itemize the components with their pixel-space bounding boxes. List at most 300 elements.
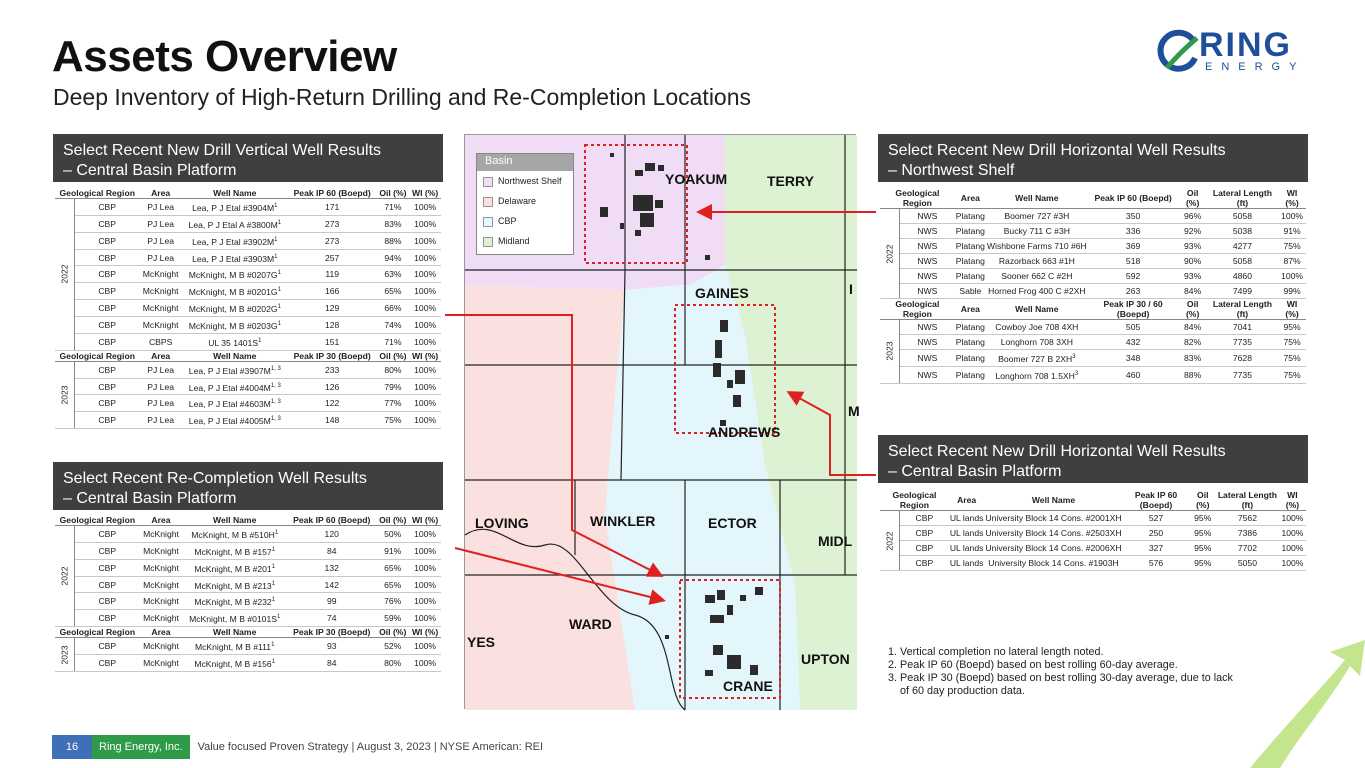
table-row xyxy=(880,556,1306,571)
cell-value: 50% xyxy=(376,526,409,543)
cell-value: 59% xyxy=(376,610,409,627)
footnote-ref: 1 xyxy=(277,219,282,226)
table-row xyxy=(880,526,1306,541)
county-label: WINKLER xyxy=(590,513,656,529)
table-header-row xyxy=(880,188,1306,209)
column-header: Area xyxy=(140,515,183,526)
cell-well-name xyxy=(986,209,1088,224)
cell-value: 527 xyxy=(1123,511,1190,526)
well-name-text: McKnight, M B #0101S xyxy=(189,614,277,625)
column-header: Well Name xyxy=(182,515,287,526)
column-header: Well Name xyxy=(986,299,1088,320)
column-header: Geological Region xyxy=(55,515,140,526)
column-header: Oil (%) xyxy=(1178,188,1206,209)
table-row xyxy=(55,361,441,378)
cell-value: 100% xyxy=(409,215,441,232)
cell-well-name xyxy=(182,593,287,610)
cell-value: 100% xyxy=(409,317,441,334)
column-header: Peak IP 30 / 60 (Boepd) xyxy=(1088,299,1179,320)
footnote-ref: 1 xyxy=(276,614,281,621)
cell-value: 100% xyxy=(1279,541,1306,556)
cell-area: McKnight xyxy=(139,266,181,283)
cell-area: Platang xyxy=(955,335,986,350)
year-label xyxy=(880,209,899,299)
cell-value: 75% xyxy=(1278,335,1306,350)
column-header: WI (%) xyxy=(409,350,441,361)
footnote-item: 1. Vertical completion no lateral length noted. xyxy=(900,646,1240,659)
cell-value: 100% xyxy=(1278,269,1306,284)
cell-value: 100% xyxy=(409,249,441,266)
cell-well-name xyxy=(986,284,1088,299)
cell-value: 100% xyxy=(409,526,441,543)
column-header: Geological Region xyxy=(880,188,955,209)
footnote-ref: 1 xyxy=(271,546,276,553)
well-name-text: McKnight, M B #156 xyxy=(194,658,272,669)
cell-value: 432 xyxy=(1088,335,1179,350)
cell-value: 71% xyxy=(377,333,410,350)
cell-value: 100% xyxy=(409,559,441,576)
cell-region: CBP xyxy=(74,249,139,266)
well-name-text: University Block 14 Cons. #1903H xyxy=(988,558,1119,568)
cell-value: 75% xyxy=(1278,350,1306,367)
legend-title: Basin xyxy=(477,154,573,171)
cell-value: 95% xyxy=(1190,556,1216,571)
cell-value: 100% xyxy=(409,610,441,627)
horizontal-nws-header xyxy=(878,134,1308,182)
table-row xyxy=(880,366,1306,383)
ring-energy-logo xyxy=(1153,28,1318,78)
cell-value: 148 xyxy=(288,412,377,429)
table-row xyxy=(55,526,441,543)
column-header: Oil (%) xyxy=(376,627,409,638)
year-label xyxy=(55,638,74,672)
cell-value: 592 xyxy=(1088,269,1179,284)
cell-region: NWS xyxy=(899,254,954,269)
cell-value: 96% xyxy=(1178,209,1206,224)
cell-well-name xyxy=(182,232,288,249)
cell-area: McKnight xyxy=(140,559,183,576)
well-name-text: Razorback 663 #1H xyxy=(998,256,1075,266)
table-row xyxy=(55,593,441,610)
cell-value: 100% xyxy=(1279,511,1306,526)
well-name-text: Lea, P J Etal #3907M xyxy=(188,365,271,376)
footnote-ref: 1 xyxy=(277,321,281,328)
cell-region: CBP xyxy=(74,361,139,378)
cell-well-name xyxy=(986,320,1088,335)
cell-value: 74% xyxy=(377,317,410,334)
cell-well-name xyxy=(182,249,288,266)
cell-area: Platang xyxy=(955,254,986,269)
column-header: Peak IP 30 (Boepd) xyxy=(287,627,376,638)
horizontal-cbp-header xyxy=(878,435,1308,483)
county-label: WARD xyxy=(569,616,612,632)
column-header: Well Name xyxy=(182,350,288,361)
cell-area: PJ Lea xyxy=(139,395,181,412)
cell-area: UL lands xyxy=(949,511,985,526)
year-text: 2023 xyxy=(59,645,70,664)
cell-value: 129 xyxy=(288,300,377,317)
page-subtitle: Deep Inventory of High-Return Drilling and Re-Completion Locations xyxy=(53,84,752,110)
cell-value: 100% xyxy=(409,593,441,610)
header-line-2: – Northwest Shelf xyxy=(888,162,1015,179)
cell-value: 120 xyxy=(287,526,376,543)
column-header: WI (%) xyxy=(409,515,441,526)
county-label: GAINES xyxy=(695,285,749,301)
table-row xyxy=(55,300,441,317)
cell-well-name xyxy=(182,638,287,655)
cell-well-name xyxy=(182,300,288,317)
year-label xyxy=(55,361,74,428)
year-text: 2022 xyxy=(59,264,70,284)
cell-value: 4860 xyxy=(1207,269,1278,284)
cell-area: McKnight xyxy=(140,610,183,627)
cell-value: 99 xyxy=(287,593,376,610)
cell-region: CBP xyxy=(74,283,139,300)
county-label: MIDL xyxy=(818,533,853,549)
cell-value: 82% xyxy=(1178,335,1206,350)
footer xyxy=(52,735,543,759)
table-row xyxy=(55,249,441,266)
cell-value: 79% xyxy=(377,378,410,395)
column-header: Oil (%) xyxy=(377,350,410,361)
logo-subword: ENERGY xyxy=(1205,61,1306,73)
cell-area: CBPS xyxy=(139,333,181,350)
cell-region: CBP xyxy=(74,378,139,395)
table-row xyxy=(880,350,1306,367)
table-row xyxy=(55,333,441,350)
cell-area: PJ Lea xyxy=(139,378,181,395)
cell-well-name xyxy=(182,378,288,395)
header-line-1: Select Recent New Drill Vertical Well Results xyxy=(63,142,382,159)
county-label: M xyxy=(848,403,860,419)
cell-value: 71% xyxy=(377,199,410,216)
cell-value: 84 xyxy=(287,655,376,672)
cell-value: 100% xyxy=(409,542,441,559)
cell-value: 100% xyxy=(409,283,441,300)
column-header: Well Name xyxy=(182,188,288,199)
table-row xyxy=(55,378,441,395)
footnote-ref: 1 xyxy=(271,580,276,587)
well-name-text: University Block 14 Cons. #2503XH xyxy=(985,528,1122,538)
table-header-row xyxy=(55,627,441,638)
cell-value: 100% xyxy=(409,199,441,216)
footnote-ref: 1 xyxy=(277,270,281,277)
page-number: 16 xyxy=(52,735,92,759)
cell-value: 7499 xyxy=(1207,284,1278,299)
cell-area: Platang xyxy=(955,320,986,335)
well-name-text: Lea, P J Etal A #3800M xyxy=(188,219,278,230)
footnote-ref: 1 xyxy=(274,530,279,536)
cell-value: 100% xyxy=(1279,526,1306,541)
recompletion-results-header xyxy=(53,462,443,510)
well-name-text: McKnight, M B #157 xyxy=(194,546,272,557)
cell-value: 76% xyxy=(376,593,409,610)
cell-well-name xyxy=(182,333,288,350)
table-row xyxy=(55,395,441,412)
cell-well-name xyxy=(986,366,1088,383)
cell-well-name xyxy=(986,269,1088,284)
cell-value: 100% xyxy=(409,395,441,412)
well-name-text: McKnight, M B #510H xyxy=(191,529,275,540)
cell-well-name xyxy=(984,511,1122,526)
cell-region: NWS xyxy=(899,269,954,284)
header-line-1: Select Recent New Drill Horizontal Well Results xyxy=(888,443,1226,460)
cell-area: UL lands xyxy=(949,556,985,571)
cell-area: McKnight xyxy=(140,542,183,559)
cell-value: 100% xyxy=(1278,209,1306,224)
county-label: I xyxy=(849,281,853,297)
column-header: Oil (%) xyxy=(1190,490,1216,511)
cell-area: Platang xyxy=(955,224,986,239)
cell-area: McKnight xyxy=(139,317,181,334)
table-row xyxy=(880,284,1306,299)
cell-well-name xyxy=(182,266,288,283)
vertical-results-table xyxy=(55,188,441,429)
well-name-text: McKnight, M B #0202G xyxy=(188,304,278,315)
header-line-1: Select Recent New Drill Horizontal Well Results xyxy=(888,142,1226,159)
cell-area: Platang xyxy=(955,350,986,367)
cell-value: 75% xyxy=(1278,366,1306,383)
cell-region: CBP xyxy=(899,511,948,526)
column-header: Area xyxy=(139,350,181,361)
cell-value: 95% xyxy=(1190,541,1216,556)
column-header: Area xyxy=(139,188,181,199)
column-header: Area xyxy=(955,299,986,320)
cell-value: 166 xyxy=(288,283,377,300)
cell-value: 119 xyxy=(288,266,377,283)
well-name-text: Cowboy Joe 708 4XH xyxy=(995,322,1079,332)
cell-value: 576 xyxy=(1123,556,1190,571)
header-line-2: – Central Basin Platform xyxy=(888,463,1062,480)
year-text: 2022 xyxy=(884,244,895,263)
cell-value: 95% xyxy=(1190,511,1216,526)
footnote-ref: 1 xyxy=(271,597,276,604)
cell-value: 65% xyxy=(376,559,409,576)
well-name-text: Lea, P J Etal #4603M xyxy=(188,399,271,410)
table-row xyxy=(55,215,441,232)
cell-value: 90% xyxy=(1178,254,1206,269)
well-name-text: Longhorn 708 1.5XH xyxy=(995,370,1075,381)
column-header: Geological Region xyxy=(880,490,949,511)
cell-area: UL lands xyxy=(949,541,985,556)
cell-value: 84% xyxy=(1178,320,1206,335)
cell-well-name xyxy=(182,655,287,672)
table-row xyxy=(880,269,1306,284)
column-header: Lateral Length (ft) xyxy=(1207,188,1278,209)
cell-well-name xyxy=(182,559,287,576)
footnote-ref: 1 xyxy=(271,563,276,570)
page-title: Assets Overview xyxy=(52,32,397,81)
cell-region: CBP xyxy=(74,559,139,576)
cell-value: 93% xyxy=(1178,239,1206,254)
well-name-text: Horned Frog 400 C #2XH xyxy=(988,286,1086,296)
footnote-ref: 3 xyxy=(1074,370,1079,377)
cell-region: CBP xyxy=(74,526,139,543)
footnote-ref: 1, 3 xyxy=(270,365,281,372)
table-row xyxy=(55,655,441,672)
table-row xyxy=(880,511,1306,526)
county-label: TERRY xyxy=(767,173,814,189)
cell-region: NWS xyxy=(899,209,954,224)
cell-value: 88% xyxy=(1178,366,1206,383)
well-name-text: Boomer 727 B 2XH xyxy=(998,353,1073,364)
cell-region: CBP xyxy=(74,266,139,283)
cell-value: 91% xyxy=(1278,224,1306,239)
column-header: Peak IP 60 (Boepd) xyxy=(1088,188,1179,209)
column-header: Peak IP 30 (Boepd) xyxy=(288,350,377,361)
well-name-text: UL 35 1401S xyxy=(208,337,259,348)
cell-value: 74 xyxy=(287,610,376,627)
cell-value: 273 xyxy=(288,232,377,249)
cell-value: 505 xyxy=(1088,320,1179,335)
well-name-text: Lea, P J Etal #3904M xyxy=(192,202,275,213)
legend-item-midland: Midland xyxy=(483,236,530,247)
year-label xyxy=(880,320,899,384)
column-header: WI (%) xyxy=(409,627,441,638)
footnote-ref: 1 xyxy=(277,287,281,294)
column-header: Area xyxy=(949,490,985,511)
cell-value: 327 xyxy=(1123,541,1190,556)
cell-well-name xyxy=(182,412,288,429)
column-header: WI (%) xyxy=(1278,188,1306,209)
cell-region: NWS xyxy=(899,320,954,335)
footnote-ref: 1, 3 xyxy=(270,399,281,406)
cell-well-name xyxy=(182,283,288,300)
county-label: ANDREWS xyxy=(708,424,781,440)
well-name-text: Sooner 662 C #2H xyxy=(1001,271,1073,281)
cell-area: PJ Lea xyxy=(139,232,181,249)
year-text: 2023 xyxy=(884,341,895,361)
table-header-row xyxy=(880,490,1306,511)
cell-region: NWS xyxy=(899,350,954,367)
column-header: Oil (%) xyxy=(1178,299,1206,320)
year-text: 2023 xyxy=(59,385,70,405)
column-header: WI (%) xyxy=(409,188,441,199)
footnote-ref: 3 xyxy=(1072,354,1076,360)
cell-value: 348 xyxy=(1088,350,1179,367)
column-header: Area xyxy=(955,188,986,209)
footnote-ref: 1 xyxy=(274,203,278,209)
cell-value: 7562 xyxy=(1216,511,1279,526)
footnote-ref: 1, 3 xyxy=(270,382,281,389)
cell-value: 100% xyxy=(409,378,441,395)
cell-region: CBP xyxy=(74,576,139,593)
basin-map xyxy=(464,134,860,709)
well-name-text: McKnight, M B #213 xyxy=(194,580,272,591)
cell-area: McKnight xyxy=(140,593,183,610)
cell-region: CBP xyxy=(74,232,139,249)
well-name-text: Boomer 727 #3H xyxy=(1004,211,1070,221)
cell-region: CBP xyxy=(74,412,139,429)
column-header: Lateral Length (ft) xyxy=(1217,490,1278,510)
cell-well-name xyxy=(986,254,1088,269)
cell-value: 65% xyxy=(376,576,409,593)
footnote-item: 3. Peak IP 30 (Boepd) based on best rolling 30-day average, due to lack of 60 day production data. xyxy=(900,672,1240,698)
table-row xyxy=(880,239,1306,254)
cell-value: 263 xyxy=(1088,284,1179,299)
footnote-ref: 1 xyxy=(271,659,276,666)
cell-value: 273 xyxy=(288,215,377,232)
footer-text: Value focused Proven Strategy | August 3, 2023 | NYSE American: REI xyxy=(197,741,544,753)
cell-region: CBP xyxy=(74,300,139,317)
county-label: UPTON xyxy=(801,651,850,667)
column-header: Oil (%) xyxy=(376,515,409,526)
table-row xyxy=(55,412,441,429)
footnote-ref: 1 xyxy=(258,337,262,344)
header-line-2: – Central Basin Platform xyxy=(63,490,237,507)
cell-value: 100% xyxy=(409,655,441,672)
well-name-text: McKnight, M B #201 xyxy=(194,563,272,574)
cell-well-name xyxy=(182,199,288,216)
cell-well-name xyxy=(986,350,1088,367)
cell-region: NWS xyxy=(899,366,954,383)
legend-item-delaware: Delaware xyxy=(483,196,536,207)
logo-word: RING xyxy=(1199,26,1292,64)
footnote-ref: 1 xyxy=(274,236,278,243)
cell-value: 7702 xyxy=(1216,541,1279,556)
county-label: ECTOR xyxy=(708,515,757,531)
cell-value: 83% xyxy=(377,215,410,232)
table-row xyxy=(55,610,441,627)
cell-value: 5058 xyxy=(1207,209,1278,224)
cell-region: CBP xyxy=(74,333,139,350)
well-name-text: McKnight, M B #232 xyxy=(194,597,272,608)
cell-well-name xyxy=(182,395,288,412)
table-row xyxy=(55,576,441,593)
cell-value: 84 xyxy=(287,542,376,559)
cell-value: 94% xyxy=(377,249,410,266)
footnote-ref: 1 xyxy=(277,304,281,311)
cell-value: 7041 xyxy=(1207,320,1278,335)
cell-area: PJ Lea xyxy=(139,199,181,216)
column-header: Well Name xyxy=(182,627,287,638)
cell-value: 66% xyxy=(377,300,410,317)
table-row xyxy=(880,224,1306,239)
cell-value: 4277 xyxy=(1207,239,1278,254)
cell-well-name xyxy=(984,541,1122,556)
legend-item-nws: Northwest Shelf xyxy=(483,176,562,187)
table-row xyxy=(880,541,1306,556)
table-header-row xyxy=(55,515,441,526)
year-text: 2022 xyxy=(59,566,70,586)
cell-value: 142 xyxy=(287,576,376,593)
cell-well-name xyxy=(182,215,288,232)
cell-value: 7386 xyxy=(1216,526,1279,541)
column-header: WI (%) xyxy=(1279,490,1306,511)
cell-well-name xyxy=(182,317,288,334)
cell-area: McKnight xyxy=(140,576,183,593)
cell-well-name xyxy=(182,361,288,378)
cell-value: 93% xyxy=(1178,269,1206,284)
well-name-text: University Block 14 Cons. #2006XH xyxy=(985,543,1122,553)
county-label: YES xyxy=(467,634,496,650)
county-label: CRANE xyxy=(723,678,773,694)
table-row xyxy=(55,199,441,216)
cell-region: CBP xyxy=(74,610,139,627)
well-name-text: Lea, P J Etal #3902M xyxy=(192,236,275,247)
cell-value: 95% xyxy=(1278,320,1306,335)
cell-value: 369 xyxy=(1088,239,1179,254)
cell-value: 151 xyxy=(288,333,377,350)
column-header: Peak IP 60 (Boepd) xyxy=(1123,490,1190,511)
cell-value: 100% xyxy=(409,412,441,429)
legend-item-cbp: CBP xyxy=(483,216,517,227)
cell-value: 100% xyxy=(409,361,441,378)
column-header: Oil (%) xyxy=(377,188,410,199)
cell-well-name xyxy=(986,335,1088,350)
cell-value: 5038 xyxy=(1207,224,1278,239)
horizontal-cbp-table xyxy=(880,490,1306,571)
